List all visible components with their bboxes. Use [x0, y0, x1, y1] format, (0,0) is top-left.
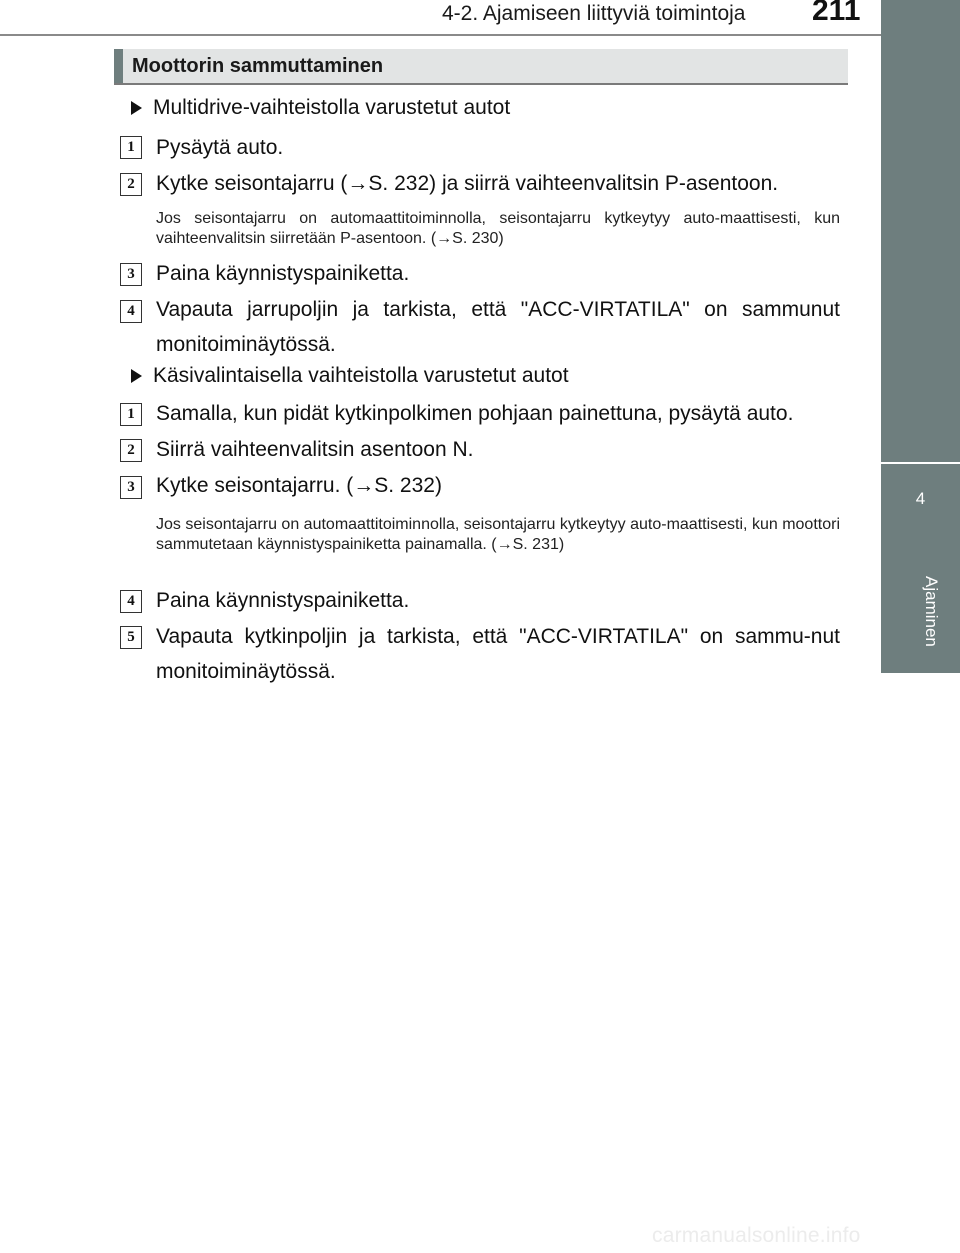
section-title: Moottorin sammuttaminen — [132, 55, 384, 77]
step-number-badge: 3 — [120, 263, 142, 286]
step-text: Paina käynnistyspainiketta. — [156, 589, 410, 612]
chapter-number: 4 — [915, 489, 926, 508]
step-text: Pysäytä auto. — [156, 136, 284, 159]
step-number-badge: 1 — [120, 403, 142, 426]
header-rule — [0, 34, 960, 36]
section-title-box — [114, 49, 848, 85]
step-text: Vapauta kytkinpoljin ja tarkista, että "ACC-VIRTATILA" on sammu-nut monitoiminäytössä. — [156, 625, 840, 683]
step-number-badge: 4 — [120, 300, 142, 323]
step-text: Paina käynnistyspainiketta. — [156, 262, 410, 285]
chapter-label: Ajaminen — [922, 576, 941, 647]
step-text: Siirrä vaihteenvalitsin asentoon N. — [156, 438, 474, 461]
page-number: 211 — [812, 0, 861, 27]
watermark: carmanualsonline.info — [652, 1224, 861, 1247]
step-text: Kytke seisontajarru. (→S. 232) — [156, 474, 442, 497]
step-number-badge: 2 — [120, 439, 142, 462]
triangle-bullet-icon — [131, 101, 142, 115]
side-tab-upper — [881, 0, 960, 462]
step-text: Samalla, kun pidät kytkinpolkimen pohjaan painettuna, pysäytä auto. — [156, 402, 794, 425]
step-number-badge: 3 — [120, 476, 142, 499]
step-number-badge: 4 — [120, 590, 142, 613]
step-note: Jos seisontajarru on automaattitoiminnolla, seisontajarru kytkeytyy auto-maattisesti, kun moottori sammutetaan käynnistyspainiketta painamalla. (→S. 231) — [156, 516, 840, 553]
step-number-badge: 1 — [120, 136, 142, 159]
step-text: Kytke seisontajarru (→S. 232) ja siirrä vaihteenvalitsin P-asentoon. — [156, 172, 779, 195]
header-section-title: 4-2. Ajamiseen liittyviä toimintoja — [442, 2, 746, 25]
subsection-heading — [131, 96, 510, 120]
triangle-bullet-icon — [131, 369, 142, 383]
subsection-heading — [131, 364, 569, 388]
subsection-heading-text: Multidrive-vaihteistolla varustetut autot — [153, 96, 511, 119]
step-number-badge: 2 — [120, 173, 142, 196]
step-number-badge: 5 — [120, 626, 142, 649]
section-title-bar — [114, 49, 123, 83]
step-text: Vapauta jarrupoljin ja tarkista, että "ACC-VIRTATILA" on sammunut monitoiminäytössä. — [156, 298, 840, 356]
side-tab-chapter — [881, 464, 960, 673]
subsection-heading-text: Käsivalintaisella vaihteistolla varustetut autot — [153, 364, 569, 387]
step-note: Jos seisontajarru on automaattitoiminnolla, seisontajarru kytkeytyy auto-maattisesti, kun vaihteenvalitsin siirretään P-asentoon. (→S. 230) — [156, 210, 840, 247]
